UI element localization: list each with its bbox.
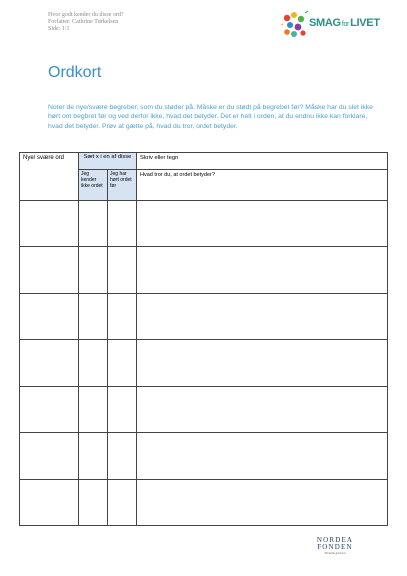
dont-know-checkbox-cell[interactable] bbox=[79, 387, 108, 433]
header-mark-x: Sæt x i en af disse bbox=[79, 153, 137, 170]
word-cell[interactable] bbox=[20, 433, 79, 480]
meta-author: Forfatter: Cathrine Tørkelsen bbox=[48, 19, 119, 25]
meaning-cell[interactable] bbox=[137, 247, 388, 294]
header-new-words: Nye/ svære ord bbox=[20, 153, 79, 201]
meaning-cell[interactable] bbox=[137, 387, 388, 433]
meaning-cell[interactable] bbox=[137, 433, 388, 480]
logo-word-for: for bbox=[341, 21, 350, 28]
word-cell[interactable] bbox=[20, 480, 79, 526]
table-row bbox=[20, 480, 388, 526]
table-row bbox=[20, 294, 388, 340]
header-write-or-draw: Skriv eller tegn bbox=[137, 153, 388, 170]
heard-before-checkbox-cell[interactable] bbox=[108, 480, 137, 526]
heard-before-checkbox-cell[interactable] bbox=[108, 201, 137, 247]
sponsor-line-1: NORDEA bbox=[316, 536, 354, 544]
subheader-dont-know: Jeg kender ikke ordet bbox=[79, 170, 108, 201]
word-cell[interactable] bbox=[20, 247, 79, 294]
sponsor-tagline: Til støtte gavn for bbox=[324, 551, 346, 555]
intro-paragraph: Noter de nye/svære begreber, som du støder på. Måske er du stødt på begrebet før? Måske har du slet ikke hørt om begbret før og ved derfor ikke, hvad det betyder. Det er helt i orden, at du endnu ikke kan forklare, hvad det betyder. Prøv at gætte på, hvad du tror, ordet betyder. bbox=[48, 104, 373, 130]
word-card-table bbox=[19, 152, 388, 526]
dont-know-checkbox-cell[interactable] bbox=[79, 340, 108, 387]
nordea-fonden-logo bbox=[313, 537, 357, 555]
table-row bbox=[20, 201, 388, 247]
meta-title: Hvor godt kender du disse ord? bbox=[48, 12, 124, 18]
heard-before-checkbox-cell[interactable] bbox=[108, 247, 137, 294]
meaning-cell[interactable] bbox=[137, 201, 388, 247]
sponsor-line-2: FONDEN bbox=[317, 543, 353, 551]
logo-word-livet: LIVET bbox=[350, 17, 380, 29]
fruit-cluster-icon bbox=[281, 10, 309, 40]
dont-know-checkbox-cell[interactable] bbox=[79, 433, 108, 480]
dont-know-checkbox-cell[interactable] bbox=[79, 247, 108, 294]
meta-page: Side: 1/1 bbox=[48, 26, 70, 32]
heard-before-checkbox-cell[interactable] bbox=[108, 387, 137, 433]
table-row bbox=[20, 340, 388, 387]
subheader-heard-before: Jeg har hørt ordet før bbox=[108, 170, 137, 201]
dont-know-checkbox-cell[interactable] bbox=[79, 294, 108, 340]
page-title: Ordkort bbox=[48, 64, 102, 81]
table-row bbox=[20, 433, 388, 480]
dont-know-checkbox-cell[interactable] bbox=[79, 480, 108, 526]
logo-word-smag: SMAG bbox=[309, 17, 341, 29]
subheader-meaning: Hvad tror du, at ordet betyder? bbox=[137, 170, 388, 201]
table-row bbox=[20, 247, 388, 294]
word-cell[interactable] bbox=[20, 340, 79, 387]
word-cell[interactable] bbox=[20, 387, 79, 433]
dont-know-checkbox-cell[interactable] bbox=[79, 201, 108, 247]
heard-before-checkbox-cell[interactable] bbox=[108, 294, 137, 340]
smag-for-livet-logo bbox=[281, 10, 380, 40]
meaning-cell[interactable] bbox=[137, 340, 388, 387]
meaning-cell[interactable] bbox=[137, 480, 388, 526]
heard-before-checkbox-cell[interactable] bbox=[108, 340, 137, 387]
document-meta bbox=[48, 12, 123, 33]
word-cell[interactable] bbox=[20, 294, 79, 340]
table-header-row bbox=[20, 153, 388, 170]
heard-before-checkbox-cell[interactable] bbox=[108, 433, 137, 480]
table-row bbox=[20, 387, 388, 433]
word-cell[interactable] bbox=[20, 201, 79, 247]
meaning-cell[interactable] bbox=[137, 294, 388, 340]
logo-wordmark bbox=[309, 17, 380, 29]
